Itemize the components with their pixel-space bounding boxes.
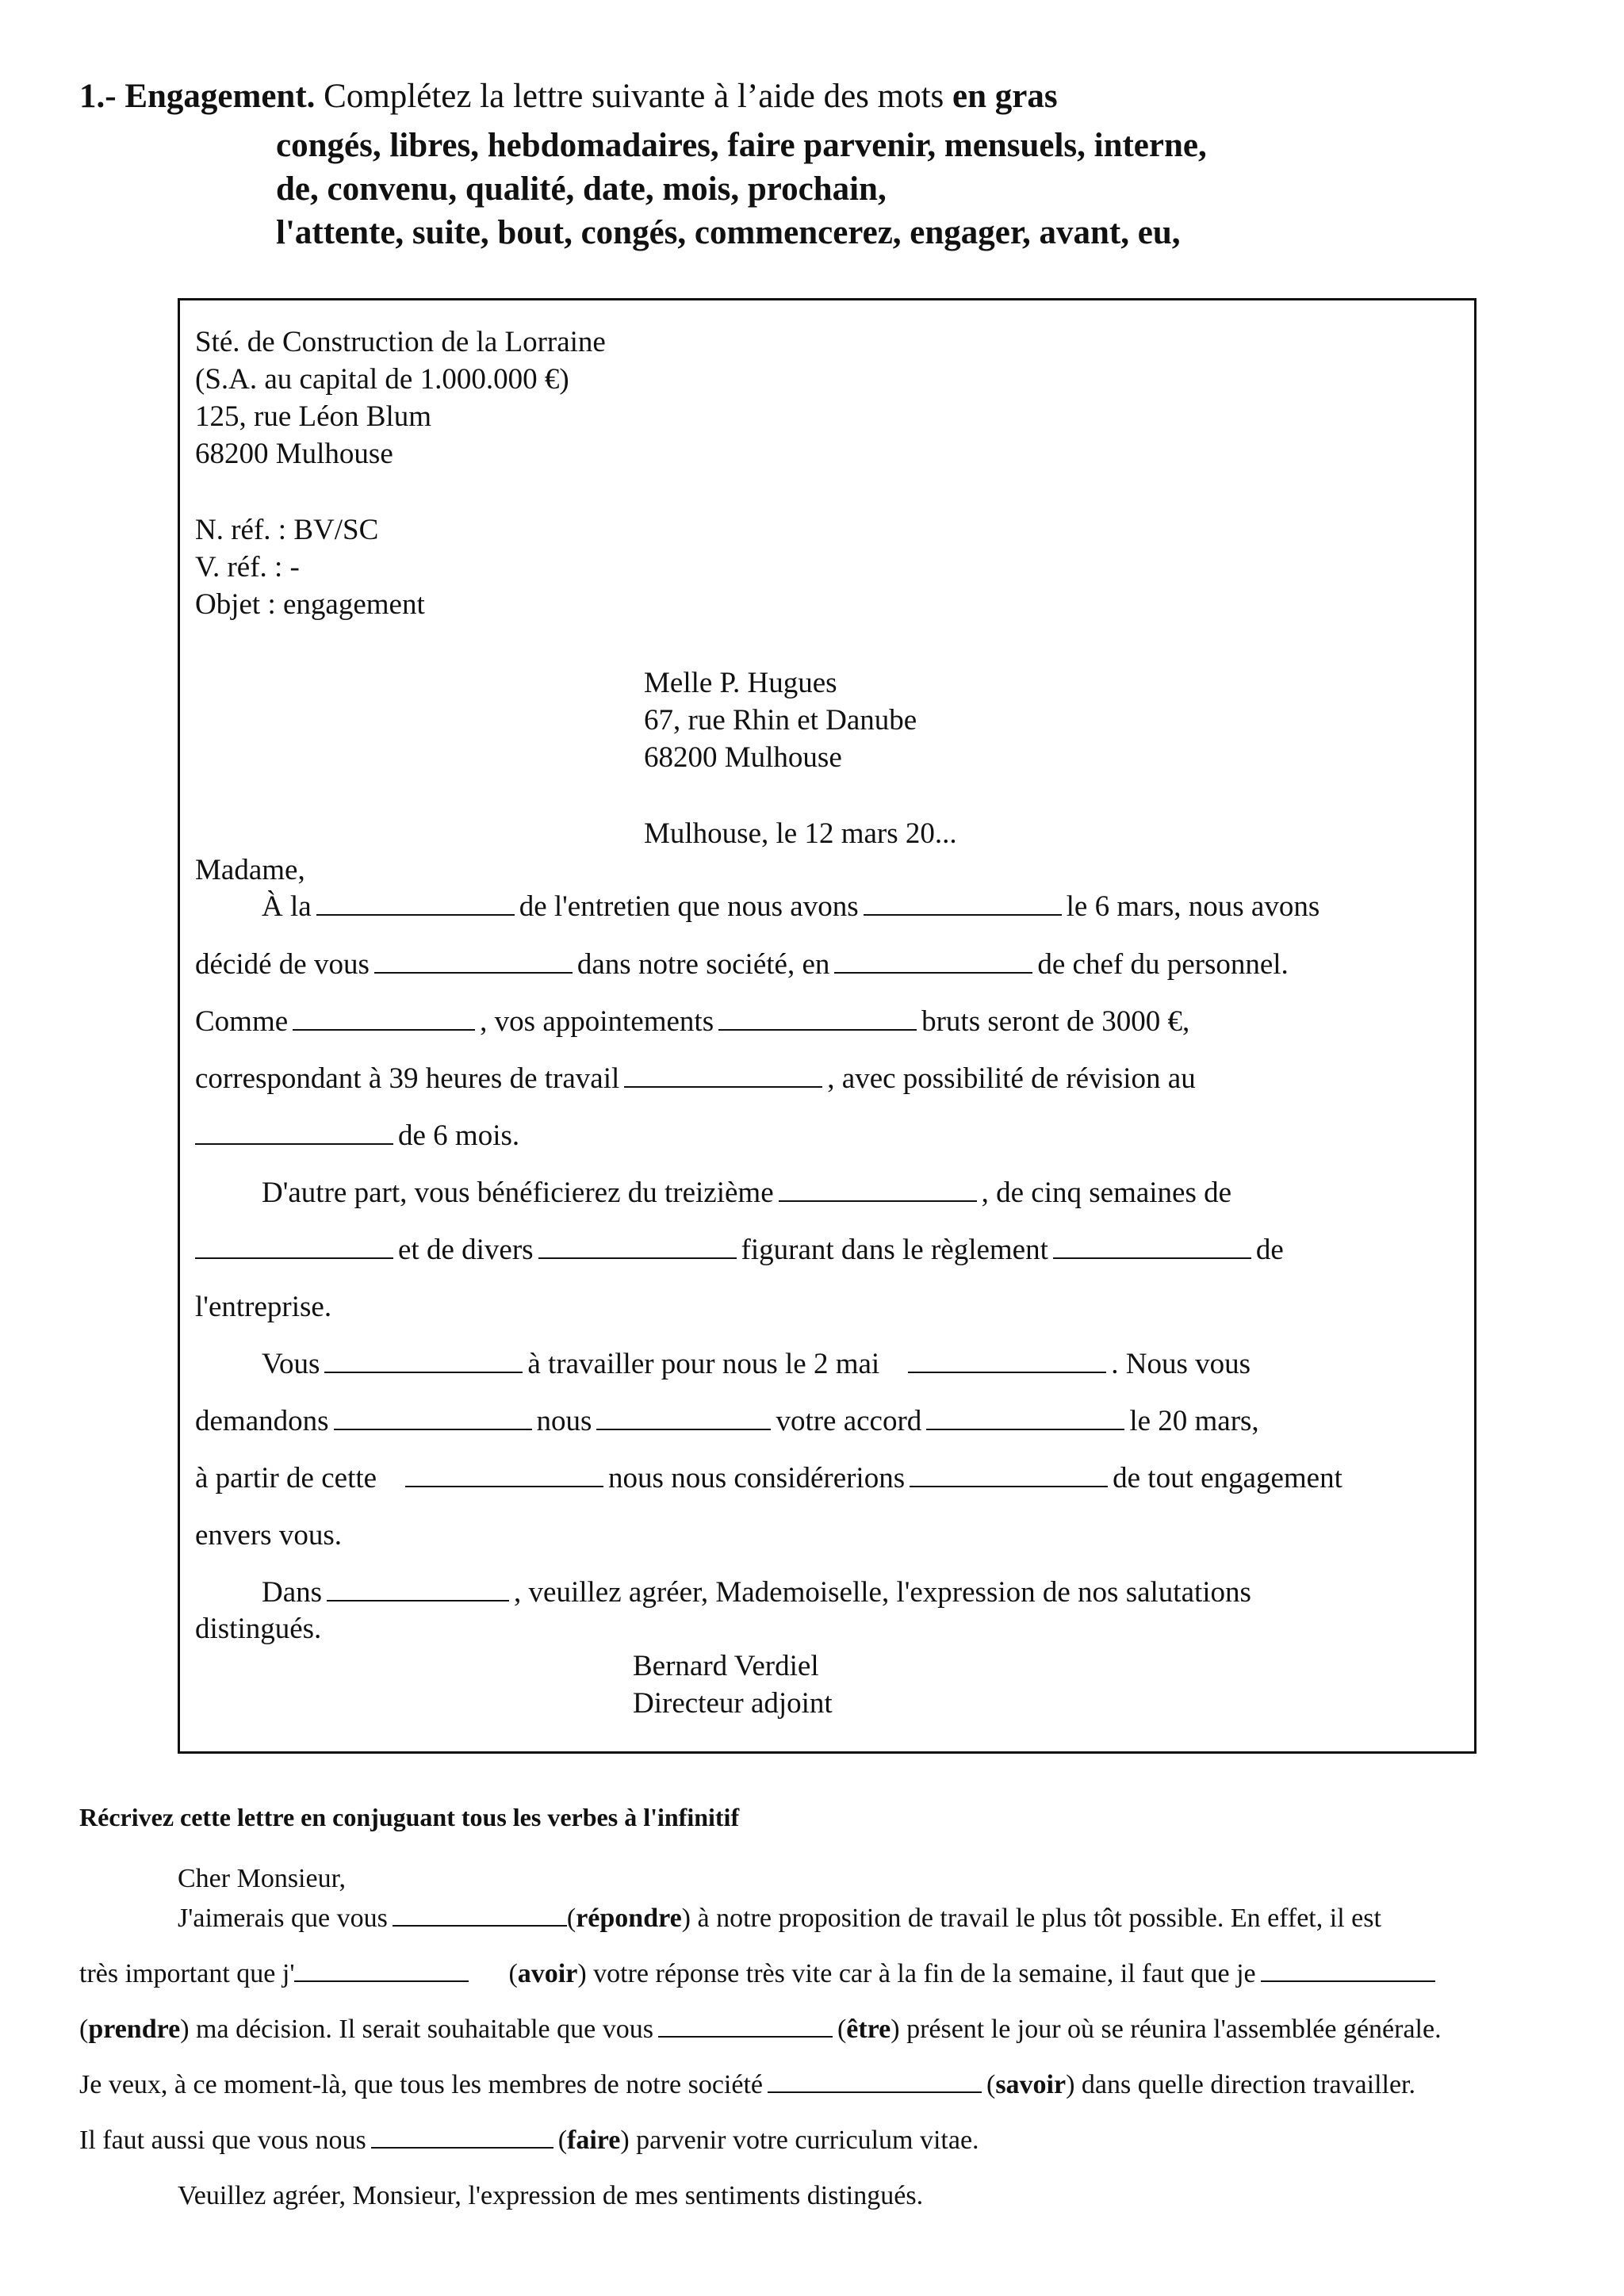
recipient-line: 67, rue Rhin et Danube	[644, 704, 917, 737]
letter-body-line-9: Vous à travailler pour nous le 2 mai . Nous vous	[262, 1348, 1251, 1380]
exercise-number: 1.-	[79, 78, 117, 115]
exercise-2-line-4: Je veux, à ce moment-là, que tous les membres de notre société (savoir) dans quelle direction travailler.	[79, 2068, 1415, 2103]
fill-blank[interactable]	[538, 1234, 737, 1259]
verb-hint: savoir	[995, 2070, 1067, 2099]
letter-body-line-14: distingués.	[195, 1613, 322, 1645]
letter-body-line-6: D'autre part, vous bénéficierez du treizième , de cinq semaines de	[262, 1177, 1232, 1209]
sender-line: 68200 Mulhouse	[195, 438, 393, 470]
fill-blank[interactable]	[779, 1177, 977, 1202]
signature-title: Directeur adjoint	[633, 1687, 833, 1720]
exercise-2-closing: Veuillez agréer, Monsieur, l'expression de mes sentiments distingués.	[178, 2181, 924, 2210]
exercise-heading: Engagement.	[124, 78, 316, 115]
fill-blank[interactable]	[294, 1957, 469, 1982]
verb-hint: répondre	[576, 1904, 682, 1933]
letter-body-line-11: à partir de cette nous nous considérerions de tout engagement	[195, 1462, 1342, 1494]
sender-line: (S.A. au capital de 1.000.000 €)	[195, 363, 569, 396]
fill-blank[interactable]	[374, 948, 573, 974]
verb-hint: prendre	[88, 2015, 181, 2044]
fill-blank[interactable]	[624, 1062, 822, 1088]
exercise-2-line-3: (prendre) ma décision. Il serait souhaitable que vous (être) présent le jour où se réunira l'assemblée générale.	[79, 2012, 1442, 2047]
sender-line: 125, rue Léon Blum	[195, 400, 432, 433]
wordbank-line-1: congés, libres, hebdomadaires, faire parvenir, mensuels, interne,	[276, 127, 1207, 164]
exercise-instruction: Complétez la lettre suivante à l’aide des mots	[324, 78, 944, 115]
fill-blank[interactable]	[596, 1405, 771, 1430]
subject-line: Objet : engagement	[195, 588, 425, 621]
wordbank-line-3: l'attente, suite, bout, congés, commencerez, engager, avant, eu,	[276, 214, 1181, 251]
letter-body-line-10: demandons nous votre accord le 20 mars,	[195, 1405, 1259, 1437]
exercise-2-line-5: Il faut aussi que vous nous (faire) parvenir votre curriculum vitae.	[79, 2123, 979, 2158]
verb-hint: faire	[567, 2126, 621, 2155]
letter-body-line-13: Dans , veuillez agréer, Mademoiselle, l'expression de nos salutations	[262, 1576, 1251, 1609]
exercise-2-line-2: très important que j' (avoir) votre réponse très vite car à la fin de la semaine, il faut que je	[79, 1957, 1440, 1992]
letter-body-line-7: et de divers figurant dans le règlement de	[195, 1231, 1284, 1269]
reference-line: V. réf. : -	[195, 551, 300, 584]
fill-blank[interactable]	[405, 1462, 603, 1487]
sender-line: Sté. de Construction de la Lorraine	[195, 326, 606, 358]
fill-blank[interactable]	[910, 1462, 1108, 1487]
fill-blank[interactable]	[1053, 1234, 1251, 1259]
letter-body-line-8: l'entreprise.	[195, 1291, 332, 1323]
exercise-instruction-bold: en gras	[952, 78, 1058, 115]
signature-name: Bernard Verdiel	[633, 1650, 819, 1682]
fill-blank[interactable]	[371, 2123, 553, 2149]
letter-date: Mulhouse, le 12 mars 20...	[644, 817, 957, 850]
fill-blank[interactable]	[324, 1348, 523, 1373]
fill-blank[interactable]	[834, 948, 1032, 974]
fill-blank[interactable]	[768, 2068, 982, 2093]
recipient-line: 68200 Mulhouse	[644, 741, 842, 774]
wordbank-line-2: de, convenu, qualité, date, mois, prochain,	[276, 170, 887, 208]
exercise-title	[79, 76, 1058, 117]
letter-body-line-3: Comme , vos appointements bruts seront de 3000 €,	[195, 1005, 1190, 1038]
letter-salutation: Madame,	[195, 854, 305, 886]
fill-blank[interactable]	[393, 1901, 567, 1927]
fill-blank[interactable]	[908, 1348, 1106, 1373]
fill-blank[interactable]	[864, 890, 1062, 916]
verb-hint: avoir	[517, 1959, 578, 1988]
fill-blank[interactable]	[658, 2012, 833, 2038]
fill-blank[interactable]	[1261, 1957, 1435, 1982]
fill-blank[interactable]	[293, 1005, 475, 1031]
letter-body-line-12: envers vous.	[195, 1519, 342, 1552]
exercise-2-salutation: Cher Monsieur,	[178, 1864, 347, 1893]
fill-blank[interactable]	[926, 1405, 1124, 1430]
letter-body-line-5: de 6 mois.	[195, 1117, 519, 1154]
fill-blank[interactable]	[316, 890, 515, 916]
fill-blank[interactable]	[334, 1405, 532, 1430]
fill-blank[interactable]	[327, 1576, 509, 1601]
reference-line: N. réf. : BV/SC	[195, 514, 379, 546]
fill-blank[interactable]	[718, 1005, 917, 1031]
verb-hint: être	[846, 2015, 891, 2044]
letter-body-line-4: correspondant à 39 heures de travail , avec possibilité de révision au	[195, 1062, 1196, 1095]
letter-body-line-1: À la de l'entretien que nous avons le 6 mars, nous avons	[262, 890, 1320, 923]
exercise-2-heading: Récrivez cette lettre en conjuguant tous les verbes à l'infinitif	[79, 1803, 740, 1831]
recipient-line: Melle P. Hugues	[644, 667, 837, 699]
letter-body-line-2: décidé de vous dans notre société, en de chef du personnel.	[195, 948, 1289, 981]
fill-blank[interactable]	[195, 1119, 393, 1145]
fill-blank[interactable]	[195, 1234, 393, 1259]
exercise-2-line-1: J'aimerais que vous (répondre) à notre proposition de travail le plus tôt possible. En effet, il est	[178, 1901, 1381, 1936]
